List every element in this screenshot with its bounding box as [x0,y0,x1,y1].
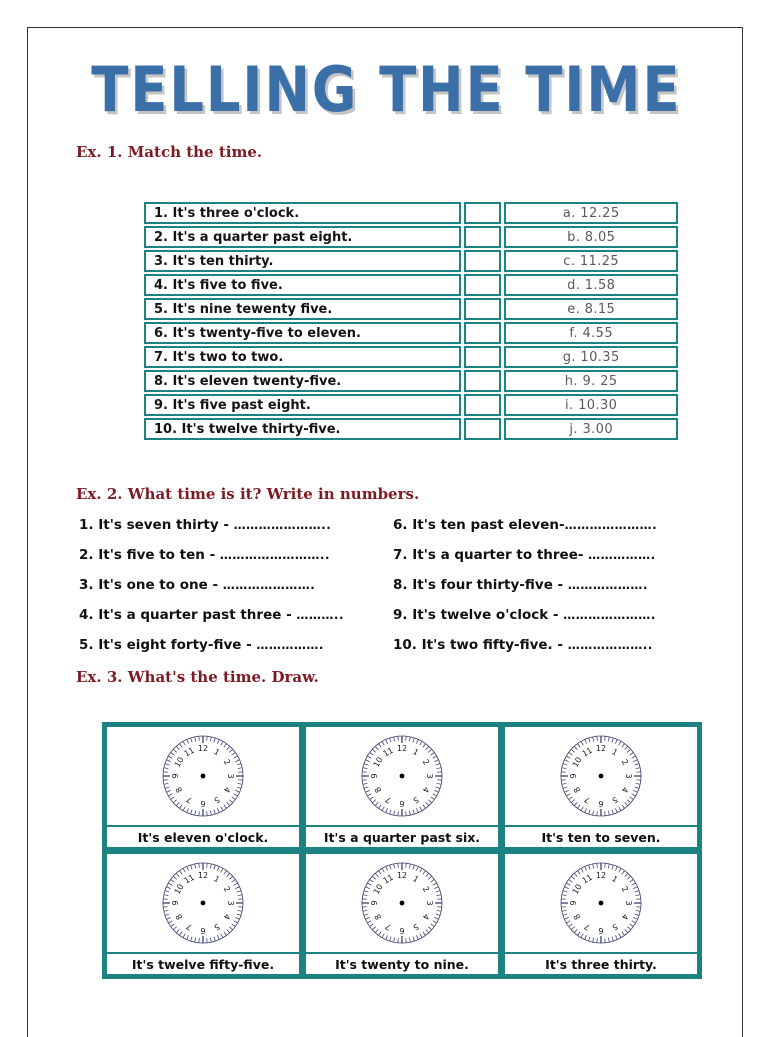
clock-hour-number: 9 [171,900,180,905]
clock-hour-number: 1 [212,874,221,884]
match-option-cell: f. 4.55 [504,322,678,344]
clock-hour-number: 3 [624,900,633,905]
ex3-heading: Ex. 3. What's the time. Draw. [76,668,319,686]
table-row [144,418,678,440]
clock-hour-number: 8 [373,785,383,794]
clock-caption: It's three thirty. [505,952,697,974]
match-option-cell: e. 8.15 [504,298,678,320]
match-answer-blank-cell[interactable] [464,274,502,296]
clock-hour-number: 4 [421,912,431,921]
match-the-time-table [141,200,681,442]
worksheet-page [27,27,743,1037]
clock-hour-number: 4 [620,785,630,794]
ex2-question-text: 9. It's twelve o'clock - [393,607,563,623]
clock-hour-number: 8 [572,785,582,794]
match-answer-blank-cell[interactable] [464,298,502,320]
clock-hour-number: 1 [610,747,619,757]
clock-face-container[interactable] [107,854,299,952]
clock-face-container[interactable] [306,854,498,952]
table-row [144,346,678,368]
clock-hour-number: 8 [572,912,582,921]
clock-hour-number: 4 [421,785,431,794]
clock-caption: It's twenty to nine. [306,952,498,974]
ex2-question-text: 1. It's seven thirty - [79,517,234,533]
clock-hour-number: 9 [569,900,578,905]
clock-face[interactable] [157,730,249,822]
clock-caption: It's twelve fifty-five. [107,952,299,974]
clock-hour-number: 6 [200,799,205,808]
ex2-question-item [393,600,723,630]
clock-face-container[interactable] [107,727,299,825]
match-answer-blank-cell[interactable] [464,346,502,368]
clock-hour-number: 9 [370,773,379,778]
clock-center-dot [599,901,604,906]
ex2-answer-blank[interactable]: ……….. [296,608,344,622]
clock-center-dot [201,774,206,779]
ex2-question-text: 5. It's eight forty-five - [79,637,256,653]
clock-hour-number: 3 [425,900,434,905]
clock-center-dot [201,901,206,906]
ex2-left-column [79,510,389,660]
match-answer-blank-cell[interactable] [464,394,502,416]
match-option-cell: j. 3.00 [504,418,678,440]
clock-hour-number: 4 [222,785,232,794]
clock-hour-number: 1 [411,747,420,757]
ex2-question-item [79,570,389,600]
clock-hour-number: 6 [399,926,404,935]
clock-row [105,725,699,849]
clock-cell[interactable] [105,852,301,976]
table-row [144,202,678,224]
clock-hour-number: 7 [583,922,592,932]
clock-hour-number: 3 [425,773,434,778]
clock-hour-number: 6 [200,926,205,935]
clock-hour-number: 5 [411,922,420,932]
ex2-question-item [79,600,389,630]
ex2-question-item [79,540,389,570]
match-prompt-cell: 1. It's three o'clock. [144,202,461,224]
clock-face[interactable] [356,857,448,949]
page-title: TELLING THE TIME [91,58,681,122]
ex2-answer-blank[interactable]: ……………….. [568,638,653,652]
clock-hour-number: 2 [222,885,232,894]
ex2-right-column [393,510,723,660]
match-prompt-cell: 2. It's a quarter past eight. [144,226,461,248]
clock-hour-number: 4 [620,912,630,921]
clock-hour-number: 8 [174,912,184,921]
clock-caption: It's eleven o'clock. [107,825,299,847]
table-row [144,394,678,416]
clock-hour-number: 7 [384,922,393,932]
clock-hour-number: 2 [222,758,232,767]
clock-hour-number: 5 [411,795,420,805]
ex2-answer-blank[interactable]: ………………. [568,578,648,592]
clock-face[interactable] [555,857,647,949]
clock-hour-number: 2 [620,758,630,767]
match-option-cell: h. 9. 25 [504,370,678,392]
clock-hour-number: 10 [571,883,584,896]
clock-row [105,852,699,976]
ex2-answer-blank[interactable]: …………………. [223,578,316,592]
clock-hour-number: 11 [382,746,395,759]
clock-hour-number: 12 [397,744,407,753]
match-answer-blank-cell[interactable] [464,370,502,392]
clock-hour-number: 1 [411,874,420,884]
match-option-cell: c. 11.25 [504,250,678,272]
match-table-body [141,200,681,442]
clock-hour-number: 10 [571,756,584,769]
clock-hour-number: 2 [620,885,630,894]
title-container [28,58,744,122]
table-row [144,298,678,320]
match-answer-blank-cell[interactable] [464,202,502,224]
clock-hour-number: 8 [174,785,184,794]
table-row [144,226,678,248]
clock-cell[interactable] [304,852,500,976]
clock-hour-number: 7 [583,795,592,805]
ex2-answer-blank[interactable]: ……………. [256,638,324,652]
ex2-question-item [393,510,723,540]
ex2-question-item [393,630,723,660]
table-row [144,274,678,296]
clock-hour-number: 12 [198,871,208,880]
match-answer-blank-cell[interactable] [464,226,502,248]
clock-center-dot [400,901,405,906]
match-prompt-cell: 10. It's twelve thirty-five. [144,418,461,440]
ex2-answer-blank[interactable]: ……………. [588,548,656,562]
match-answer-blank-cell[interactable] [464,322,502,344]
clock-cell[interactable] [105,725,301,849]
match-prompt-cell: 3. It's ten thirty. [144,250,461,272]
match-answer-blank-cell[interactable] [464,418,502,440]
clock-hour-number: 3 [624,773,633,778]
clock-cell[interactable] [503,725,699,849]
ex2-question-text: 6. It's ten past eleven- [393,517,565,533]
clock-hour-number: 4 [222,912,232,921]
clock-hour-number: 5 [212,922,221,932]
clock-hour-number: 10 [372,883,385,896]
match-prompt-cell: 4. It's five to five. [144,274,461,296]
clock-center-dot [599,774,604,779]
clock-hour-number: 7 [384,795,393,805]
match-prompt-cell: 9. It's five past eight. [144,394,461,416]
clock-hour-number: 12 [596,744,606,753]
clock-hour-number: 11 [581,873,594,886]
ex2-question-item [393,540,723,570]
clock-face[interactable] [157,857,249,949]
table-row [144,322,678,344]
clock-cell[interactable] [304,725,500,849]
clock-caption: It's a quarter past six. [306,825,498,847]
ex2-question-text: 8. It's four thirty-five - [393,577,568,593]
ex2-question-text: 7. It's a quarter to three- [393,547,588,563]
clock-hour-number: 12 [198,744,208,753]
clock-hour-number: 9 [370,900,379,905]
clock-hour-number: 6 [399,799,404,808]
ex2-answer-blank[interactable]: …………………….. [220,548,330,562]
clock-hour-number: 8 [373,912,383,921]
match-prompt-cell: 8. It's eleven twenty-five. [144,370,461,392]
match-prompt-cell: 7. It's two to two. [144,346,461,368]
clock-cell[interactable] [503,852,699,976]
clock-center-dot [400,774,405,779]
ex2-question-text: 10. It's two fifty-five. - [393,637,568,653]
clock-drawing-grid [102,722,702,979]
clock-hour-number: 9 [171,773,180,778]
match-option-cell: g. 10.35 [504,346,678,368]
clock-face[interactable] [356,730,448,822]
clock-hour-number: 7 [185,795,194,805]
clock-hour-number: 3 [226,773,235,778]
clock-hour-number: 10 [372,756,385,769]
match-prompt-cell: 5. It's nine tewenty five. [144,298,461,320]
clock-hour-number: 5 [610,922,619,932]
clock-hour-number: 11 [183,873,196,886]
ex2-answer-blank[interactable]: …………………. [565,518,658,532]
clock-hour-number: 6 [598,926,603,935]
ex2-question-item [79,510,389,540]
clock-hour-number: 5 [610,795,619,805]
clock-hour-number: 11 [581,746,594,759]
ex2-answer-blank[interactable]: ………………….. [234,518,332,532]
clock-face-container[interactable] [505,727,697,825]
clock-hour-number: 5 [212,795,221,805]
table-row [144,250,678,272]
ex2-answer-blank[interactable]: …………………. [563,608,656,622]
match-option-cell: d. 1.58 [504,274,678,296]
clock-hour-number: 10 [173,756,186,769]
clock-hour-number: 12 [596,871,606,880]
clock-hour-number: 10 [173,883,186,896]
clock-caption: It's ten to seven. [505,825,697,847]
clock-face[interactable] [555,730,647,822]
clock-hour-number: 1 [610,874,619,884]
ex1-heading: Ex. 1. Match the time. [76,143,262,161]
clock-hour-number: 9 [569,773,578,778]
clock-face-container[interactable] [306,727,498,825]
clock-face-container[interactable] [505,854,697,952]
clock-hour-number: 1 [212,747,221,757]
ex2-question-item [393,570,723,600]
clock-hour-number: 2 [421,758,431,767]
ex2-question-text: 4. It's a quarter past three - [79,607,296,623]
clock-hour-number: 2 [421,885,431,894]
ex2-question-text: 2. It's five to ten - [79,547,220,563]
table-row [144,370,678,392]
clock-hour-number: 12 [397,871,407,880]
clock-hour-number: 7 [185,922,194,932]
clock-hour-number: 11 [183,746,196,759]
clock-hour-number: 3 [226,900,235,905]
match-prompt-cell: 6. It's twenty-five to eleven. [144,322,461,344]
match-option-cell: a. 12.25 [504,202,678,224]
clock-hour-number: 11 [382,873,395,886]
clock-hour-number: 6 [598,799,603,808]
ex2-question-text: 3. It's one to one - [79,577,223,593]
ex2-heading: Ex. 2. What time is it? Write in numbers. [76,485,419,503]
ex2-question-item [79,630,389,660]
match-answer-blank-cell[interactable] [464,250,502,272]
match-option-cell: i. 10.30 [504,394,678,416]
match-option-cell: b. 8.05 [504,226,678,248]
